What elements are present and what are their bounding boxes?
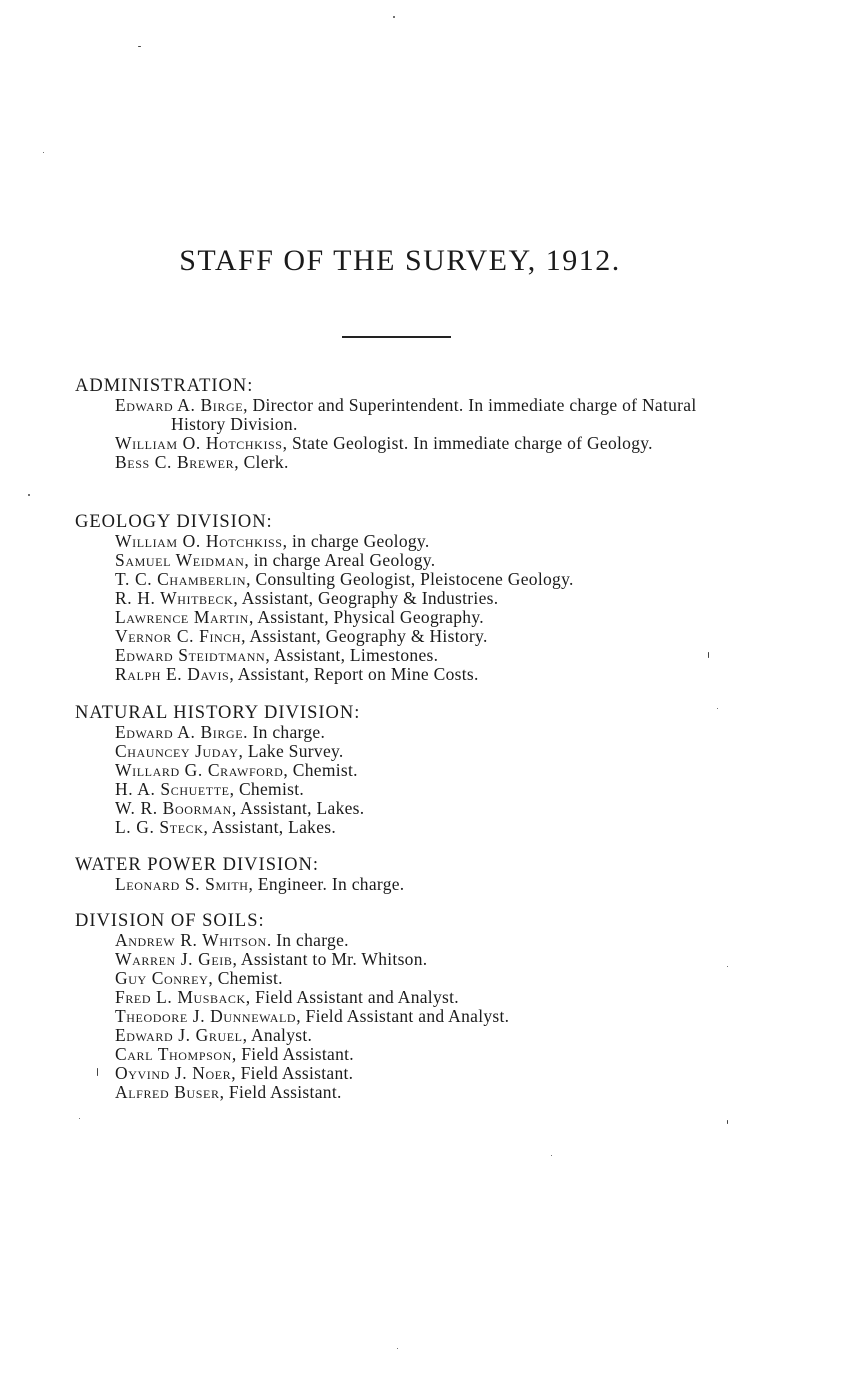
staff-role: . In charge. (243, 722, 326, 742)
staff-role: , Assistant, Geography & History. (241, 626, 488, 646)
staff-entry (75, 589, 735, 608)
staff-entry (75, 742, 735, 761)
staff-name: H. A. Schuette (115, 779, 230, 799)
section-administration (75, 377, 735, 472)
section-natural-history (75, 704, 735, 837)
page-title: STAFF OF THE SURVEY, 1912. (179, 244, 621, 277)
staff-role: , Field Assistant and Analyst. (296, 1006, 510, 1026)
staff-role: , Analyst. (242, 1025, 313, 1045)
scan-speck (727, 966, 728, 967)
staff-role: , Field Assistant. (231, 1044, 354, 1064)
staff-name: Edward A. Birge (115, 395, 244, 415)
staff-entry (75, 453, 735, 472)
title-divider (342, 336, 451, 338)
staff-entry (75, 931, 735, 950)
staff-role: , Field Assistant and Analyst. (245, 987, 459, 1007)
staff-role: , Field Assistant. (231, 1063, 354, 1083)
staff-role: . In charge. (266, 930, 349, 950)
staff-name: L. G. Steck (115, 817, 204, 837)
section-soils (75, 912, 735, 1102)
staff-role: , State Geologist. In immediate charge of Geology. (282, 433, 653, 453)
staff-entry (75, 780, 735, 799)
staff-name: Leonard S. Smith (115, 874, 249, 894)
staff-entry (75, 396, 755, 434)
scan-speck (28, 494, 30, 496)
staff-entry (75, 1007, 735, 1026)
staff-entry (75, 532, 735, 551)
staff-name: Oyvind J. Noer (115, 1063, 232, 1083)
section-heading: DIVISION OF SOILS: (75, 911, 265, 931)
staff-role: , Assistant, Geography & Industries. (233, 588, 499, 608)
staff-entry (75, 608, 735, 627)
staff-name: Guy Conrey (115, 968, 209, 988)
staff-entry (75, 1083, 735, 1102)
section-geology (75, 513, 735, 684)
staff-entry (75, 646, 735, 665)
staff-name: Theodore J. Dunnewald (115, 1006, 297, 1026)
staff-name: Edward J. Gruel (115, 1025, 243, 1045)
staff-role: , Consulting Geologist, Pleistocene Geology. (246, 569, 574, 589)
staff-name: R. H. Whitbeck (115, 588, 234, 608)
staff-name: Andrew R. Whitson (115, 930, 267, 950)
staff-entry (75, 551, 735, 570)
staff-role: , Lake Survey. (238, 741, 344, 761)
staff-entry (75, 969, 735, 988)
staff-role: , Director and Superintendent. In immediate charge of Natural History Division. (171, 395, 697, 434)
section-heading: ADMINISTRATION: (75, 376, 254, 396)
staff-role: , in charge Areal Geology. (244, 550, 436, 570)
scan-speck (708, 652, 709, 658)
staff-role: , Assistant, Limestones. (265, 645, 439, 665)
staff-name: Fred L. Musback (115, 987, 246, 1007)
staff-name: Chauncey Juday (115, 741, 239, 761)
staff-name: William O. Hotchkiss (115, 531, 283, 551)
staff-role: , in charge Geology. (282, 531, 430, 551)
scan-speck (138, 46, 141, 47)
staff-entry (75, 434, 755, 453)
staff-entry (75, 723, 735, 742)
scan-speck (43, 152, 44, 153)
staff-entry (75, 950, 735, 969)
staff-name: Ralph E. Davis (115, 664, 230, 684)
staff-role: , Assistant, Lakes. (231, 798, 365, 818)
staff-entry (75, 665, 735, 684)
scan-speck (727, 1120, 728, 1124)
staff-role: , Field Assistant. (219, 1082, 342, 1102)
staff-entry (75, 875, 735, 894)
staff-entry (75, 570, 735, 589)
staff-entry (75, 799, 735, 818)
scan-speck (397, 1348, 398, 1349)
staff-role: , Chemist. (208, 968, 283, 988)
scan-speck (551, 1155, 552, 1156)
scan-speck (97, 1068, 98, 1076)
staff-role: , Chemist. (229, 779, 305, 799)
scan-speck (717, 708, 718, 709)
scan-speck (79, 1118, 80, 1119)
staff-entry (75, 1026, 735, 1045)
staff-name: W. R. Boorman (115, 798, 232, 818)
staff-entry (75, 627, 735, 646)
staff-name: T. C. Chamberlin (115, 569, 247, 589)
section-heading: GEOLOGY DIVISION: (75, 512, 273, 532)
staff-role: , Assistant to Mr. Whitson. (232, 949, 428, 969)
staff-role: , Assistant, Lakes. (203, 817, 337, 837)
staff-entry (75, 818, 735, 837)
staff-name: William O. Hotchkiss (115, 433, 283, 453)
staff-role: , Assistant, Report on Mine Costs. (229, 664, 479, 684)
staff-name: Lawrence Martin (115, 607, 249, 627)
section-heading: NATURAL HISTORY DIVISION: (75, 703, 361, 723)
staff-role: , Chemist. (283, 760, 358, 780)
staff-name: Bess C. Brewer (115, 452, 235, 472)
staff-name: Carl Thompson (115, 1044, 232, 1064)
staff-name: Samuel Weidman (115, 550, 245, 570)
staff-entry (75, 1064, 735, 1083)
staff-role: , Engineer. In charge. (248, 874, 405, 894)
staff-role: , Assistant, Physical Geography. (248, 607, 484, 627)
staff-name: Edward A. Birge (115, 722, 244, 742)
staff-name: Willard G. Crawford (115, 760, 284, 780)
scan-speck (393, 16, 395, 18)
staff-name: Alfred Buser (115, 1082, 220, 1102)
staff-entry (75, 761, 735, 780)
section-water-power (75, 856, 735, 894)
staff-entry (75, 1045, 735, 1064)
staff-role: , Clerk. (234, 452, 289, 472)
staff-entry (75, 988, 735, 1007)
staff-name: Vernor C. Finch (115, 626, 242, 646)
staff-name: Edward Steidtmann (115, 645, 266, 665)
staff-name: Warren J. Geib (115, 949, 233, 969)
section-heading: WATER POWER DIVISION: (75, 855, 320, 875)
